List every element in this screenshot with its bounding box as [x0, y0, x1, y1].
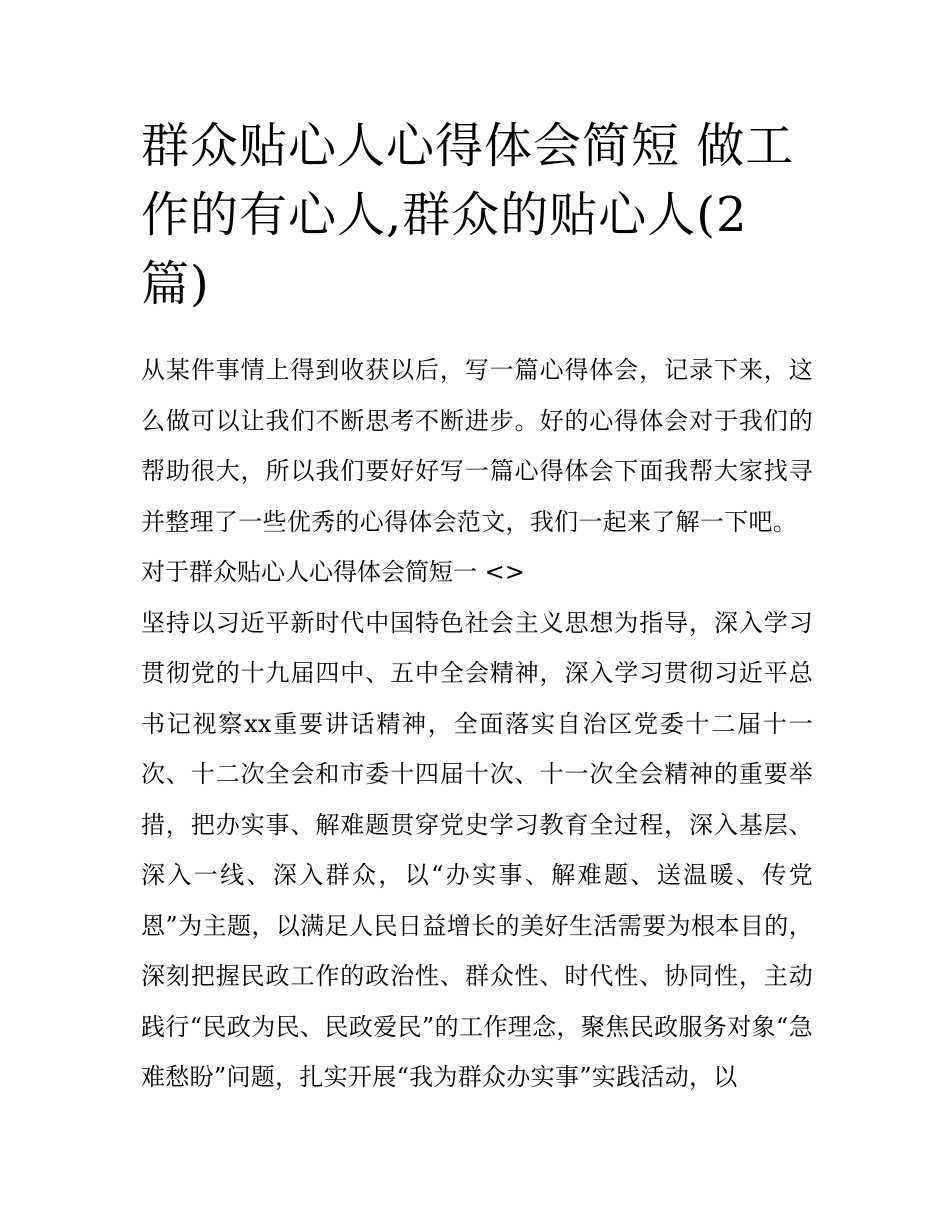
- section-heading: 对于群众贴心人心得体会简短一 <>: [141, 558, 525, 586]
- intro-paragraph: 从某件事情上得到收获以后，写一篇心得体会，记录下来，这么做可以让我们不断思考不断进步。好的心得体会对于我们的帮助很大，所以我们要好好写一篇心得体会下面我帮大家找寻并整理了一些优秀的心得体会范文，我们一起来了解一下吧。: [141, 356, 813, 536]
- document-content: [141, 112, 813, 1103]
- body-paragraph: 坚持以习近平新时代中国特色社会主义思想为指导，深入学习贯彻党的十九届四中、五中全会精神，深入学习贯彻习近平总书记视察xx重要讲话精神，全面落实自治区党委十二届十一次、十二次全会和市委十四届十次、十一次全会精神的重要举措，把办实事、解难题贯穿党史学习教育全过程，深入基层、深入一线、深入群众，以“办实事、解难题、送温暖、传党恩”为主题，以满足人民日益增长的美好生活需要为根本目的，深刻把握民政工作的政治性、群众性、时代性、协同性，主动践行“民政为民、民政爱民”的工作理念，聚焦民政服务对象“急难愁盼”问题，扎实开展“我为群众办实事”实践活动，以: [141, 608, 813, 1091]
- document-title: 群众贴心人心得体会简短 做工作的有心人,群众的贴心人(2篇): [141, 118, 795, 312]
